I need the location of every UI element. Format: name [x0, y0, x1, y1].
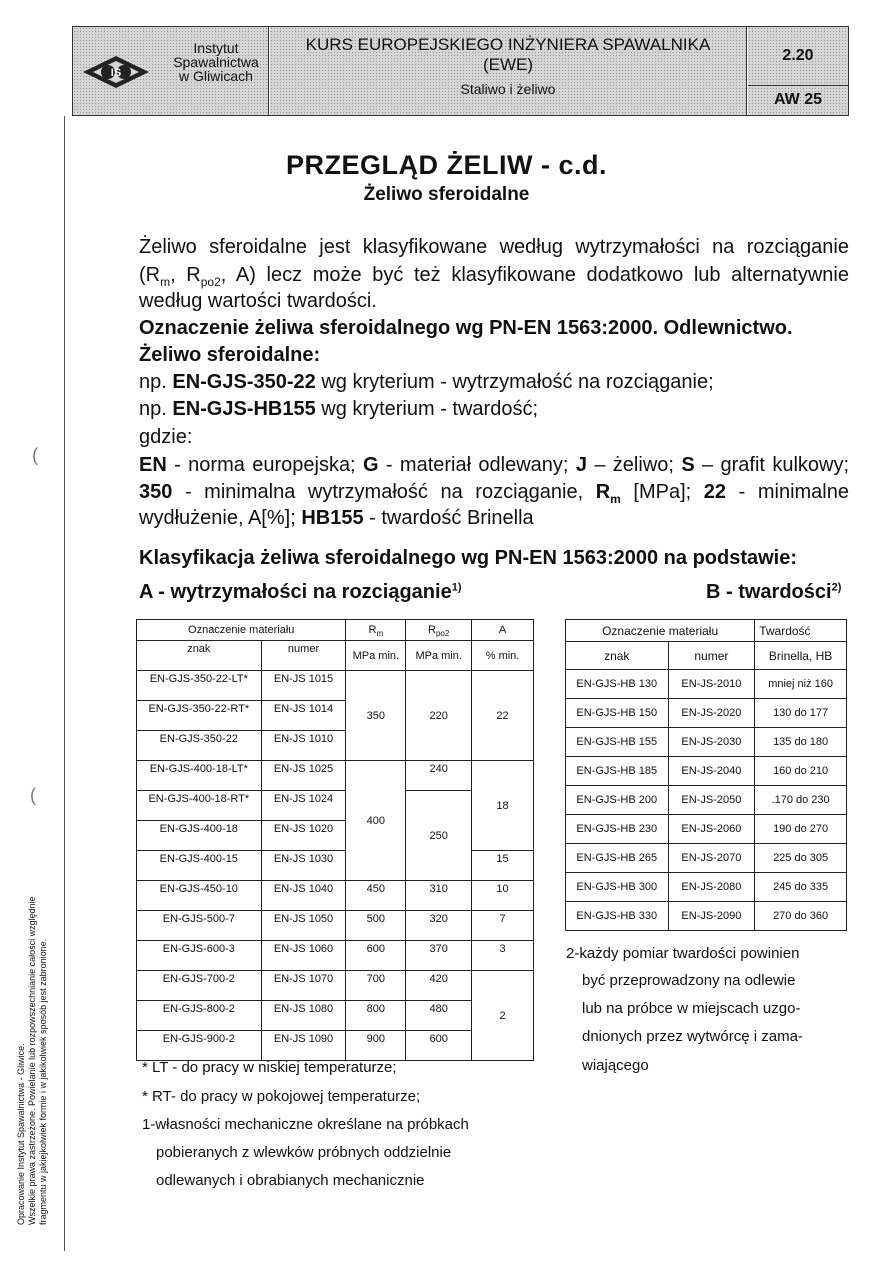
page-title: PRZEGLĄD ŻELIW - c.d. — [286, 150, 607, 180]
rm-value: 900 — [346, 1031, 406, 1061]
table-row-symbol: EN-GJS-HB 155 — [566, 728, 669, 757]
table-row-number: EN-JS-2090 — [668, 902, 755, 931]
rpo2-value: 220 — [406, 671, 472, 761]
table-row-symbol: EN-GJS-HB 265 — [566, 844, 669, 873]
table-row-symbol: EN-GJS-HB 230 — [566, 815, 669, 844]
example-hardness: np. EN-GJS-HB155 wg kryterium - twardość; — [139, 398, 539, 420]
table-row-symbol: EN-GJS-HB 330 — [566, 902, 669, 931]
intro-line-3: według wartości twardości. — [139, 290, 377, 312]
table-row-hardness: 135 do 180 — [755, 728, 847, 757]
table-row-number: EN-JS-2060 — [668, 815, 755, 844]
unit-rpo2: MPa min. — [406, 641, 472, 671]
margin-mark: ( — [32, 445, 38, 465]
table-row-symbol: EN-GJS-HB 150 — [566, 699, 669, 728]
table-row-number: EN-JS 1060 — [261, 941, 346, 971]
note-footnote-1-cont: pobieranych z wlewków próbnych oddzielnie — [156, 1144, 452, 1161]
note-footnote-2-cont: lub na próbce w miejscach uzgo- — [582, 1000, 801, 1017]
classification-heading: Klasyfikacja żeliwa sferoidalnego wg PN-EN 1563:2000 na podstawie: — [139, 547, 798, 569]
designation-heading: Oznaczenie żeliwa sferoidalnego wg PN-EN 1563:2000. Odlewnictwo. — [139, 317, 793, 339]
table-row-number: EN-JS 1050 — [261, 911, 346, 941]
table-a-label: A - wytrzymałości na rozciąganie$^{1)}$ — [139, 581, 462, 603]
rm-value: 450 — [346, 881, 406, 911]
table-row-number: EN-JS-2020 — [668, 699, 755, 728]
table-row-number: EN-JS 1010 — [261, 731, 346, 761]
table-row-hardness: 160 do 210 — [755, 757, 847, 786]
note-footnote-2: 2-każdy pomiar twardości powinien — [566, 945, 800, 962]
rm-value: 700 — [346, 971, 406, 1001]
a-value: 7 — [472, 911, 534, 941]
unit-a: % min. — [472, 641, 534, 671]
example-strength: np. EN-GJS-350-22 wg kryterium - wytrzymałość na rozciąganie; — [139, 371, 714, 393]
header-divider — [748, 85, 848, 86]
header-number: numer — [261, 641, 346, 671]
institute-logo-icon — [81, 55, 151, 89]
course-topic: Staliwo i żeliwo — [460, 81, 556, 97]
rm-value: 600 — [346, 941, 406, 971]
page-subtitle: Żeliwo sferoidalne — [363, 184, 530, 205]
table-row-hardness: 225 do 305 — [755, 844, 847, 873]
table-row-number: EN-JS-2010 — [668, 670, 755, 699]
table-row-number: EN-JS 1015 — [261, 671, 346, 701]
header-rpo2: $R_{po2}$ — [406, 620, 472, 641]
table-row-number: EN-JS 1024 — [261, 791, 346, 821]
table-row-number: EN-JS 1070 — [261, 971, 346, 1001]
section-number: 2.20 — [782, 47, 814, 64]
table-row-number: EN-JS 1020 — [261, 821, 346, 851]
a-value: 3 — [472, 941, 534, 971]
margin-mark: ( — [30, 785, 36, 805]
course-title-block — [270, 35, 746, 99]
table-b-label: B - twardości$^{2)}$ — [706, 581, 842, 603]
note-rt: * RT- do pracy w pokojowej temperaturze; — [142, 1088, 421, 1105]
header-symbol: znak — [137, 641, 262, 671]
table-row-hardness: 190 do 270 — [755, 815, 847, 844]
table-row-number: EN-JS 1080 — [261, 1001, 346, 1031]
table-row-number: EN-JS 1014 — [261, 701, 346, 731]
header-designation: Oznaczenie materiału — [137, 620, 346, 641]
legend-line-3: wydłużenie, A[%]; HB155 - twardość Brinella — [139, 507, 534, 529]
table-row-symbol: EN-GJS-450-10 — [137, 881, 262, 911]
rm-value: 500 — [346, 911, 406, 941]
table-row-symbol: EN-GJS-350-22 — [137, 731, 262, 761]
course-abbr: (EWE) — [482, 55, 534, 74]
rpo2-value: 600 — [406, 1031, 472, 1061]
table-row-symbol: EN-GJS-400-15 — [137, 851, 262, 881]
table-row-symbol: EN-GJS-700-2 — [137, 971, 262, 1001]
a-value: 10 — [472, 881, 534, 911]
note-lt: * LT - do pracy w niskiej temperaturze; — [142, 1059, 397, 1076]
copyright-side-note: Opracowanie Instytut Spawalnictwa - Gliwice. Wszelkie prawa zastrzeżone. Powielanie lub rozpowszechnianie całości względnie fragmentu w jakiejkolwiek formie i w jakikolwiek sposób jest zabronione. — [16, 896, 48, 1225]
note-footnote-2-cont: być przeprowadzony na odlewie — [582, 972, 796, 989]
unit-rm: MPa min. — [346, 641, 406, 671]
rpo2-value: 370 — [406, 941, 472, 971]
rpo2-value: 420 — [406, 971, 472, 1001]
table-row-symbol: EN-GJS-400-18-RT* — [137, 791, 262, 821]
a-value: 18 — [472, 761, 534, 851]
table-row-symbol: EN-GJS-HB 185 — [566, 757, 669, 786]
designation-subheading: Żeliwo sferoidalne: — [139, 344, 321, 366]
a-value: 22 — [472, 671, 534, 761]
institute-name: Instytut Spawalnictwa w Gliwicach — [173, 40, 259, 84]
table-hardness-classification — [565, 619, 847, 931]
document-header — [72, 26, 849, 116]
table-row-number: EN-JS 1030 — [261, 851, 346, 881]
rm-value: 350 — [346, 671, 406, 761]
page-code: AW 25 — [773, 91, 822, 108]
table-row-symbol: EN-GJS-500-7 — [137, 911, 262, 941]
table-row-symbol: EN-GJS-HB 200 — [566, 786, 669, 815]
left-margin-line — [64, 116, 65, 1251]
table-row-symbol: EN-GJS-400-18 — [137, 821, 262, 851]
table-row-number: EN-JS 1025 — [261, 761, 346, 791]
table-row-symbol: EN-GJS-HB 130 — [566, 670, 669, 699]
logo-text: IS — [110, 67, 122, 79]
rm-value: 800 — [346, 1001, 406, 1031]
legend-line-2: 350 - minimalna wytrzymałość na rozciąganie, $R_m$ [MPa]; 22 - minimalne — [139, 481, 849, 506]
note-footnote-2-cont: dnionych przez wytwórcę i zama- — [582, 1028, 803, 1045]
rpo2-value: 320 — [406, 911, 472, 941]
table-row-symbol: EN-GJS-350-22-RT* — [137, 701, 262, 731]
table-row-number: EN-JS 1040 — [261, 881, 346, 911]
rm-value: 400 — [346, 761, 406, 881]
note-footnote-1-cont: odlewanych i obrabianych mechanicznie — [156, 1172, 425, 1189]
rpo2-value: 240 — [406, 761, 472, 791]
header-symbol: znak — [566, 642, 669, 670]
a-value: 2 — [472, 971, 534, 1061]
where-label: gdzie: — [139, 426, 193, 448]
header-a: A — [472, 620, 534, 641]
table-row-symbol: EN-GJS-400-18-LT* — [137, 761, 262, 791]
table-row-symbol: EN-GJS-350-22-LT* — [137, 671, 262, 701]
table-row-symbol: EN-GJS-800-2 — [137, 1001, 262, 1031]
intro-line-2: ($R_m$, $R_{po2}$, A) lecz może być też klasyfikowane dodatkowo lub alternatywnie — [139, 264, 849, 289]
table-row-number: EN-JS-2070 — [668, 844, 755, 873]
table-row-hardness: 245 do 335 — [755, 873, 847, 902]
table-row-symbol: EN-GJS-HB 300 — [566, 873, 669, 902]
a-value: 15 — [472, 851, 534, 881]
table-row-symbol: EN-GJS-900-2 — [137, 1031, 262, 1061]
note-footnote-2-cont: wiającego — [582, 1057, 649, 1074]
rpo2-value: 250 — [406, 791, 472, 881]
header-rm: $R_m$ — [346, 620, 406, 641]
header-brinell: Brinella, HB — [755, 642, 847, 670]
table-row-number: EN-JS-2040 — [668, 757, 755, 786]
legend-line-1: EN - norma europejska; G - materiał odlewany; J – żeliwo; S – grafit kulkowy; — [139, 454, 850, 476]
rpo2-value: 480 — [406, 1001, 472, 1031]
rpo2-value: 310 — [406, 881, 472, 911]
note-footnote-1: 1-własności mechaniczne określane na próbkach — [142, 1116, 469, 1133]
table-row-hardness: 270 do 360 — [755, 902, 847, 931]
table-row-hardness: 130 do 177 — [755, 699, 847, 728]
table-row-number: EN-JS 1090 — [261, 1031, 346, 1061]
table-strength-classification — [136, 619, 534, 1061]
table-row-hardness: .170 do 230 — [755, 786, 847, 815]
course-title: KURS EUROPEJSKIEGO INŻYNIERA SPAWALNIKA — [305, 35, 711, 54]
header-hardness: Twardość — [755, 620, 847, 642]
table-row-hardness: mniej niż 160 — [755, 670, 847, 699]
header-number: numer — [668, 642, 755, 670]
intro-line-1: Żeliwo sferoidalne jest klasyfikowane według wytrzymałości na rozciąganie — [139, 236, 849, 258]
table-row-number: EN-JS-2030 — [668, 728, 755, 757]
table-row-number: EN-JS-2050 — [668, 786, 755, 815]
header-designation: Oznaczenie materiału — [566, 620, 755, 642]
table-row-symbol: EN-GJS-600-3 — [137, 941, 262, 971]
table-row-number: EN-JS-2080 — [668, 873, 755, 902]
